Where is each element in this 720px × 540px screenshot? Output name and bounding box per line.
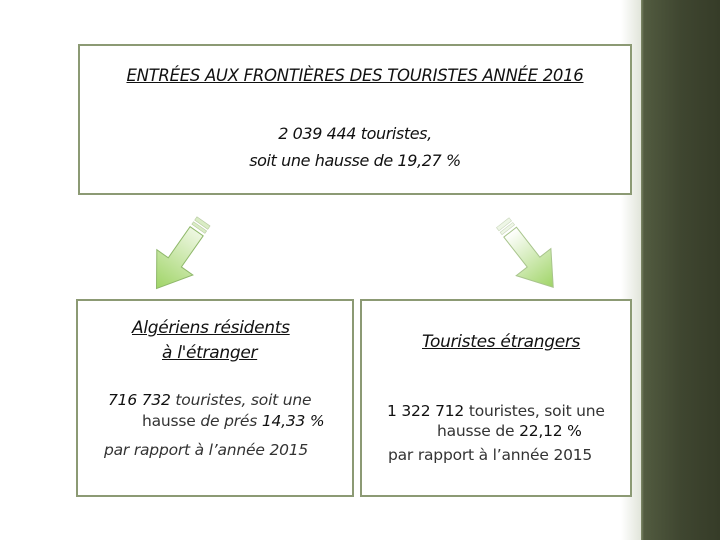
algerians-line3: par rapport à l’année 2015 [104,441,309,459]
foreign-line2 [437,422,582,440]
arrow-down-right-icon [488,210,568,300]
side-decoration-band [641,0,720,540]
foreign-tourists-box [360,299,632,497]
foreign-text2: hausse de [437,422,520,440]
algerians-line2 [142,412,324,430]
algerians-title-line2: à l'étranger [162,343,258,363]
algerians-title-line1: Algériens résidents [132,318,290,338]
foreign-percent: 22,12 % [519,422,582,440]
summary-increase: soit une hausse de 19,27 % [249,151,461,170]
algerians-abroad-box [76,299,354,497]
arrow-down-left-icon [140,210,220,300]
algerians-percent: 14,33 % [261,412,325,430]
foreign-text1: touristes, soit une [464,402,605,420]
summary-box [78,44,632,195]
foreign-number: 1 322 712 [387,402,465,420]
foreign-line3: par rapport à l’année 2015 [388,446,593,464]
algerians-line1 [108,391,311,409]
algerians-number: 716 732 [108,391,171,409]
foreign-line1 [387,402,605,420]
summary-total: 2 039 444 touristes, [278,124,432,143]
summary-title: ENTRÉES AUX FRONTIÈRES DES TOURISTES ANNÉE 2016 [126,66,584,85]
foreign-title: Touristes étrangers [422,332,581,352]
algerians-text2a: hausse [142,412,201,430]
algerians-text2b: de prés [200,412,262,430]
algerians-text1: touristes, soit une [170,391,312,409]
